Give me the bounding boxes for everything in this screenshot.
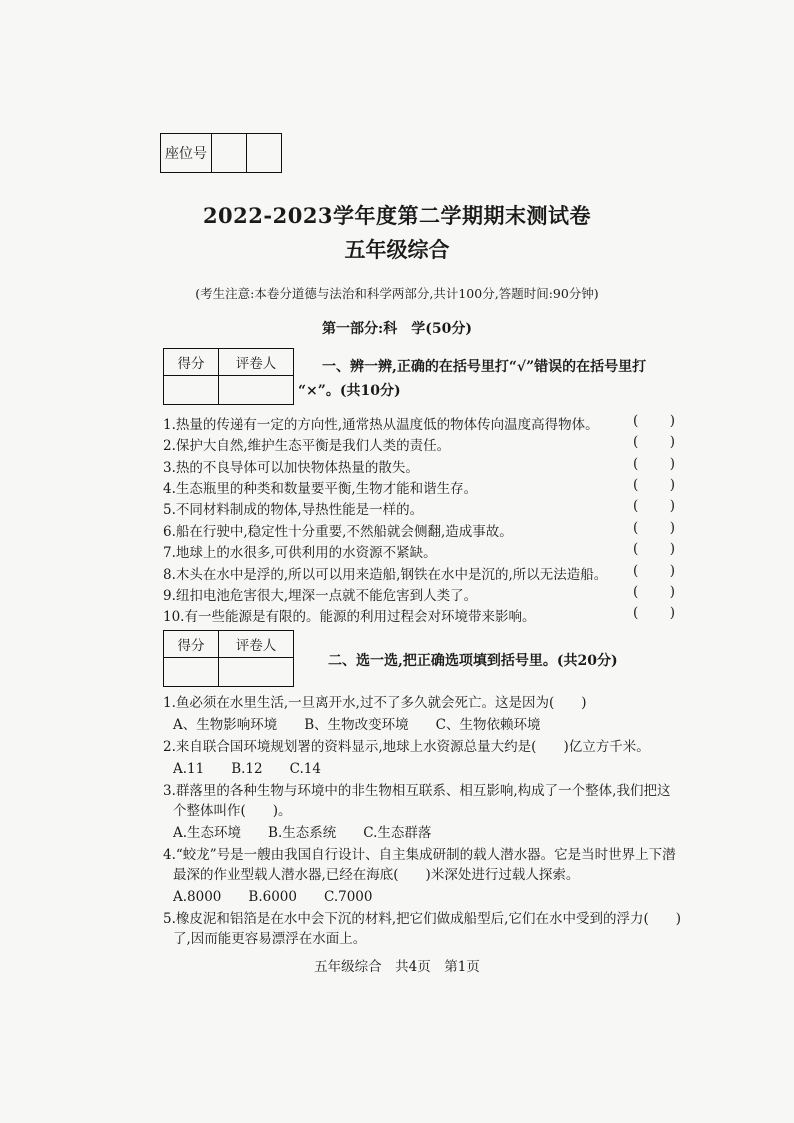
exam-subtitle: 五年级综合 [344, 237, 450, 262]
answer-paren[interactable] [633, 434, 675, 450]
paren-close: ) [669, 434, 675, 450]
paren-open: ( [633, 541, 639, 557]
exam-title: 2022-2023学年度第二学期期末测试卷 [202, 203, 592, 228]
judge-item: 9.纽扣电池危害很大,埋深一点就不能危害到人类了。 [163, 588, 478, 604]
paren-close: ) [669, 520, 675, 536]
seat-digit-2[interactable] [247, 134, 281, 172]
choice-options: A.11 B.12 C.14 [173, 761, 321, 777]
paren-close: ) [669, 563, 675, 579]
score-cell[interactable] [164, 376, 219, 405]
answer-paren[interactable] [633, 413, 675, 429]
paren-open: ( [633, 498, 639, 514]
answer-paren[interactable] [633, 456, 675, 472]
score-label: 得分 [164, 349, 219, 376]
choice-question: 2.来自联合国环境规划署的资料显示,地球上水资源总量大约是( )亿立方千米。 [163, 739, 650, 755]
choice-options: A.8000 B.6000 C.7000 [173, 889, 373, 905]
choice-question-cont: 了,因而能更容易漂浮在水面上。 [173, 931, 367, 947]
judge-item: 2.保护大自然,维护生态平衡是我们人类的责任。 [163, 438, 451, 454]
choice-question-cont: 个整体叫作( )。 [173, 803, 292, 819]
answer-paren[interactable] [633, 584, 675, 600]
judge-item: 8.木头在水中是浮的,所以可以用来造船,钢铁在水中是沉的,所以无法造船。 [163, 567, 608, 583]
judge-item: 7.地球上的水很多,可供利用的水资源不紧缺。 [163, 545, 437, 561]
paren-close: ) [669, 477, 675, 493]
choice-options: A、生物影响环境 B、生物改变环境 C、生物依赖环境 [173, 717, 541, 733]
judge-item: 6.船在行驶中,稳定性十分重要,不然船就会侧翻,造成事故。 [163, 524, 513, 540]
paren-close: ) [669, 541, 675, 557]
paren-open: ( [633, 563, 639, 579]
paren-close: ) [669, 413, 675, 429]
grader-cell[interactable] [219, 658, 294, 687]
seat-digit-1[interactable] [212, 134, 247, 172]
grader-label: 评卷人 [219, 631, 294, 658]
answer-paren[interactable] [633, 477, 675, 493]
score-cell[interactable] [164, 658, 219, 687]
section2-title: 二、选一选,把正确选项填到括号里。(共20分) [328, 653, 618, 669]
part-title: 第一部分:科 学(50分) [322, 321, 472, 337]
paren-open: ( [633, 605, 639, 621]
paren-close: ) [669, 456, 675, 472]
choice-question: 4.“蛟龙”号是一艘由我国自行设计、自主集成研制的载人潜水器。它是当时世界上下潜 [163, 847, 676, 863]
paren-open: ( [633, 477, 639, 493]
exam-note: (考生注意:本卷分道德与法治和科学两部分,共计100分,答题时间:90分钟) [195, 286, 599, 301]
paren-open: ( [633, 584, 639, 600]
paren-close: ) [669, 584, 675, 600]
answer-paren[interactable] [633, 541, 675, 557]
score-box-2 [163, 630, 294, 687]
answer-paren[interactable] [633, 498, 675, 514]
page-footer: 五年级综合 共4页 第1页 [314, 959, 480, 975]
answer-paren[interactable] [633, 520, 675, 536]
judge-item: 5.不同材料制成的物体,导热性能是一样的。 [163, 502, 424, 518]
paren-close: ) [669, 605, 675, 621]
grader-label: 评卷人 [219, 349, 294, 376]
judge-item: 10.有一些能源是有限的。能源的利用过程会对环境带来影响。 [163, 609, 536, 625]
judge-item: 4.生态瓶里的种类和数量要平衡,生物才能和谐生存。 [163, 481, 478, 497]
answer-paren[interactable] [633, 563, 675, 579]
paren-open: ( [633, 434, 639, 450]
paren-open: ( [633, 456, 639, 472]
seat-number-box [160, 133, 282, 173]
judge-item: 3.热的不良导体可以加快物体热量的散失。 [163, 460, 419, 476]
section1-title-line1: 一、辨一辨,正确的在括号里打“√”错误的在括号里打 [322, 359, 647, 375]
choice-question: 3.群落里的各种生物与环境中的非生物相互联系、相互影响,构成了一个整体,我们把这 [163, 783, 671, 799]
choice-question: 5.橡皮泥和铝箔是在水中会下沉的材料,把它们做成船型后,它们在水中受到的浮力( ) [163, 911, 681, 927]
paren-open: ( [633, 413, 639, 429]
paren-open: ( [633, 520, 639, 536]
answer-paren[interactable] [633, 605, 675, 621]
choice-question-cont: 最深的作业型载人潜水器,已经在海底( )米深处进行过载人探索。 [173, 867, 580, 883]
choice-options: A.生态环境 B.生态系统 C.生态群落 [173, 825, 432, 841]
score-label: 得分 [164, 631, 219, 658]
section1-title-line2: “×”。(共10分) [298, 383, 401, 399]
paren-close: ) [669, 498, 675, 514]
score-box-1 [163, 348, 294, 405]
seat-label: 座位号 [161, 134, 212, 172]
judge-item: 1.热量的传递有一定的方向性,通常热从温度低的物体传向温度高得物体。 [163, 417, 599, 433]
grader-cell[interactable] [219, 376, 294, 405]
choice-question: 1.鱼必须在水里生活,一旦离开水,过不了多久就会死亡。这是因为( ) [163, 695, 587, 711]
